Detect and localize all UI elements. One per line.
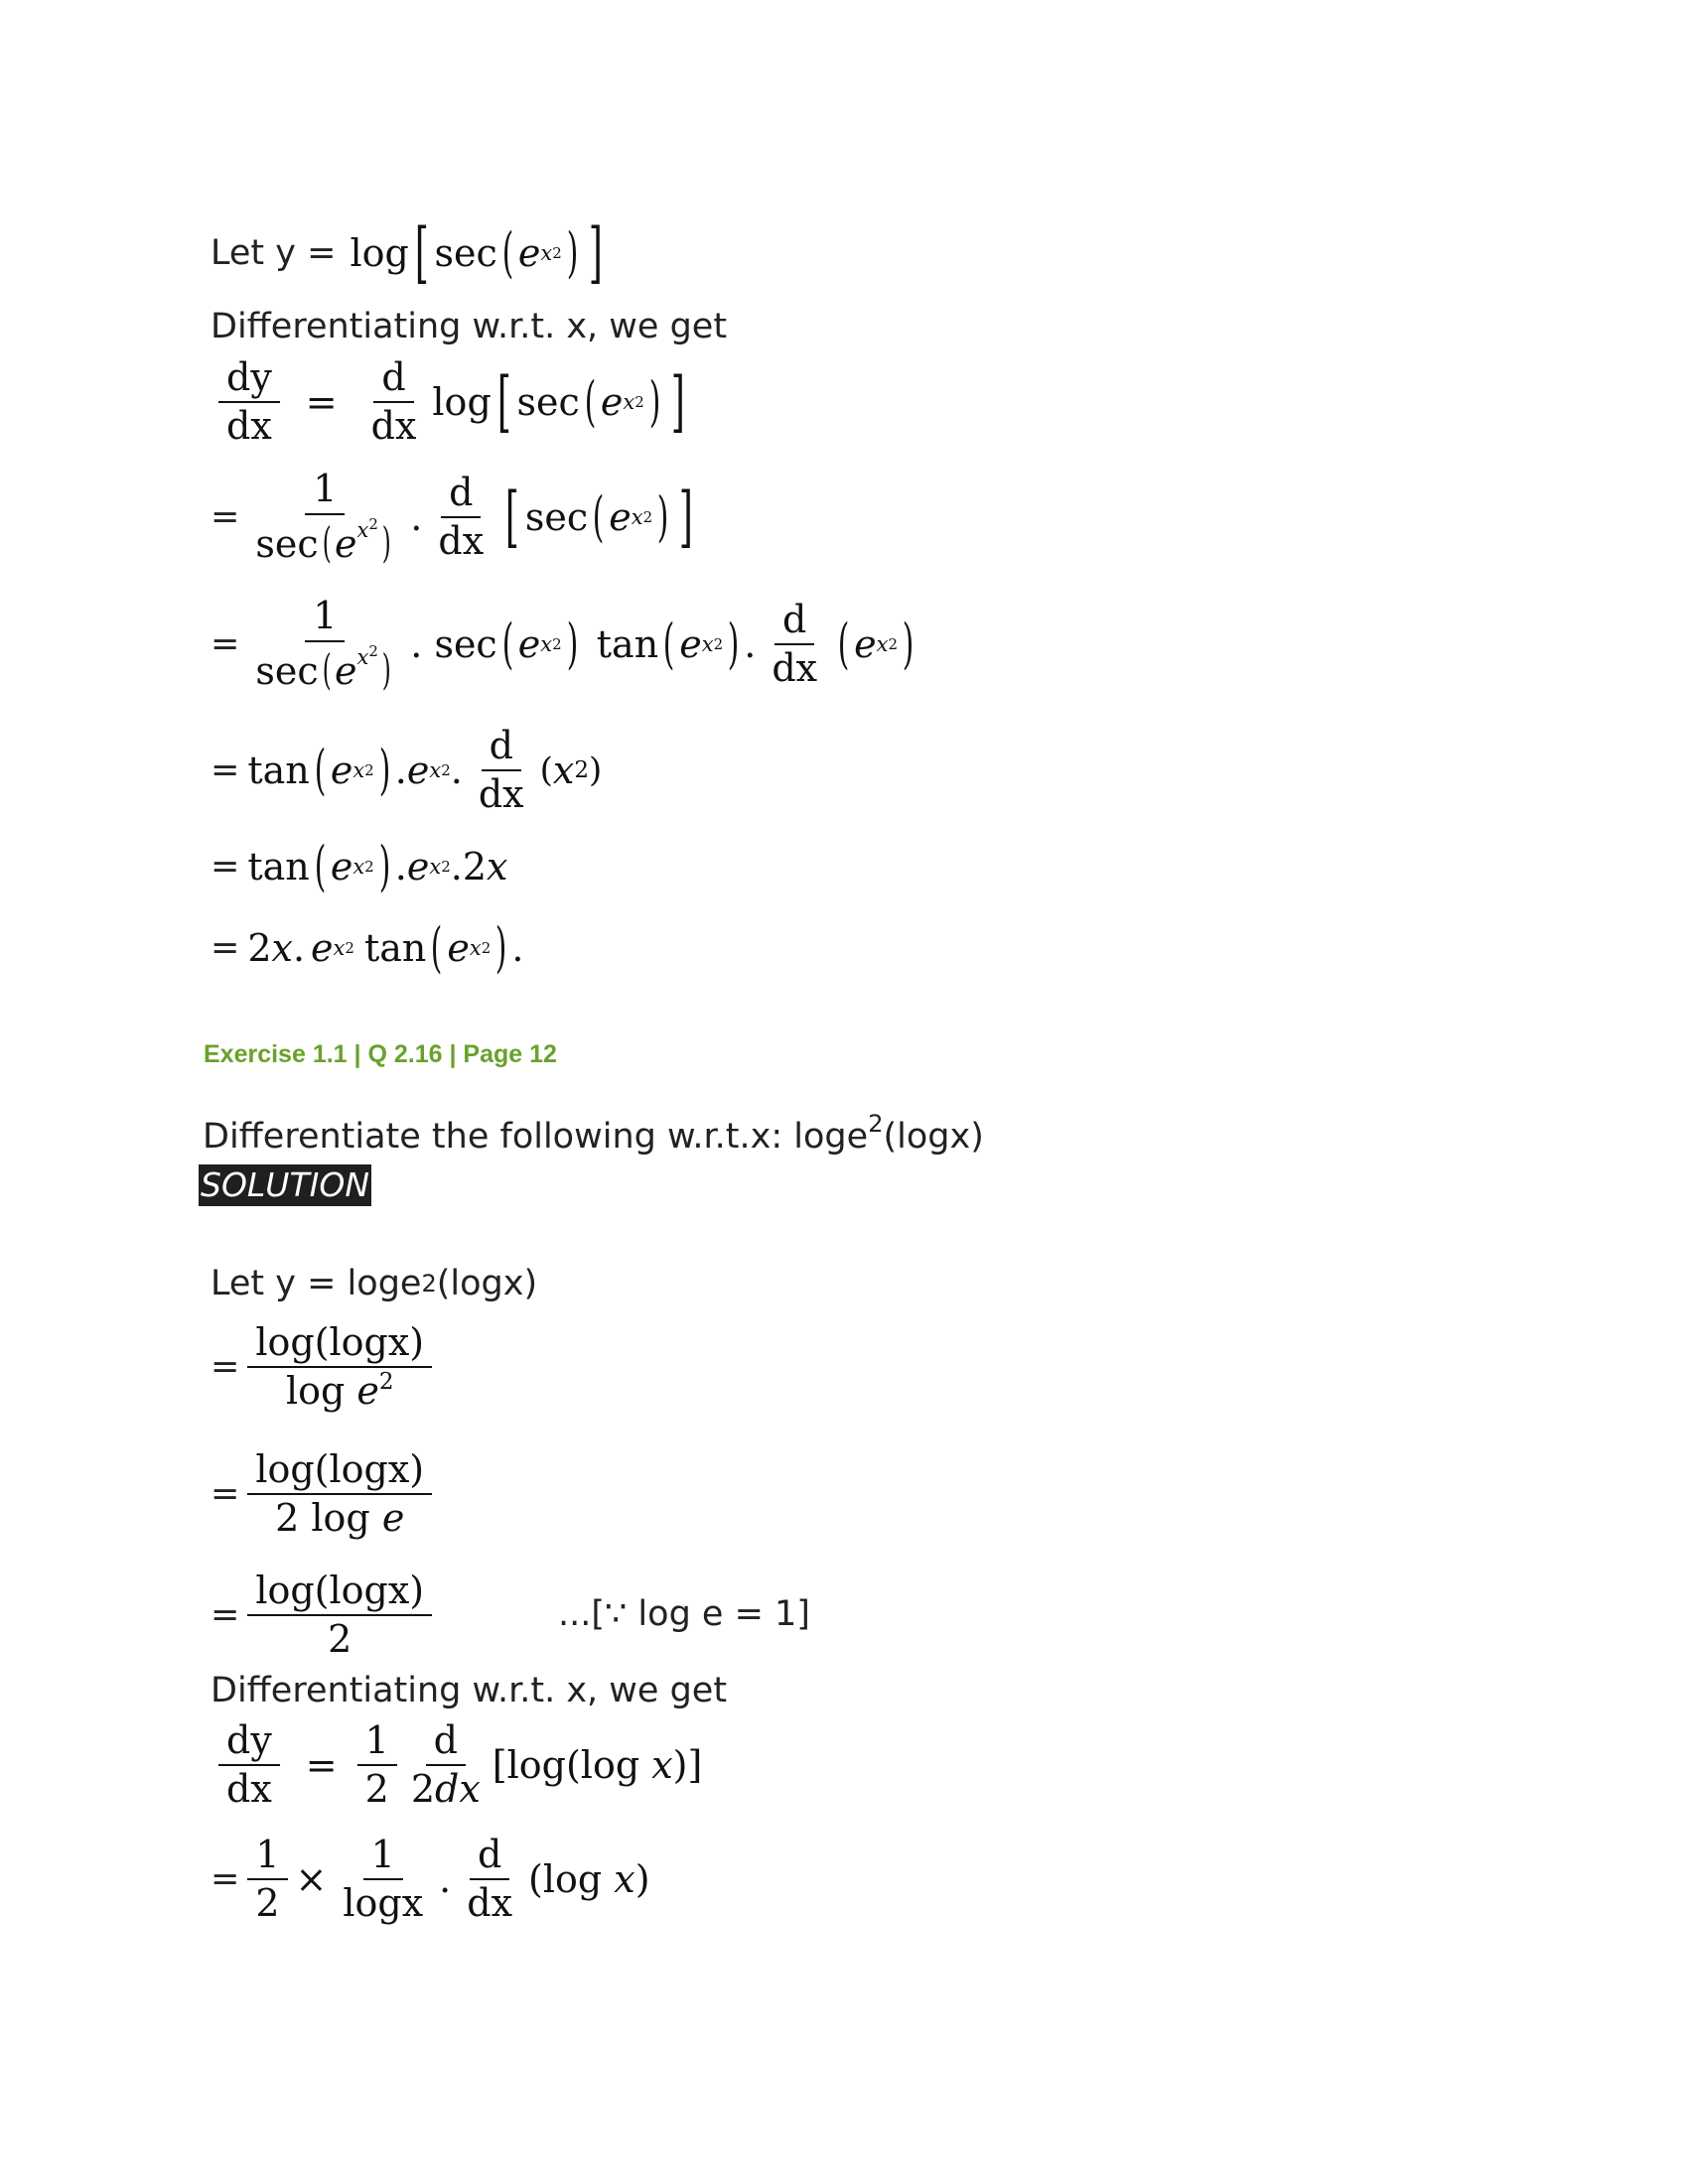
fraction-loglogx-over-log-e2: $\frac{\log(\log x)}{\log e^2}$ — [247, 1319, 432, 1416]
fraction-d-2dx: $\frac{d}{2dx}$ — [410, 1717, 481, 1811]
question-text: Differentiate the following w.r.t.x: loge$^2$(logx) — [203, 1110, 984, 1157]
step-3: = $\frac{1}{\sec(e^{x2})}$ . sec ( e x 2 ) tan ( e x 2 ) . $\frac{d}{dx}$ ( e x 2 ) — [211, 590, 918, 699]
fraction-one-over-sec: $\frac{1}{\sec(e^{x2})}$ — [255, 467, 391, 567]
step-4: = tan ( e x 2 ) . e x 2 . $\frac{d}{dx}$ ( x 2 ) — [211, 719, 602, 822]
fraction-d-dx: $\frac{d}{dx}$ — [370, 354, 417, 448]
step-dy-dx-1: $\frac{dy}{dx}$ = $\frac{d}{dx}$ log [ sec ( e x 2 ) ] — [211, 352, 691, 452]
fraction-d-dx: $\frac{d}{dx}$ — [438, 470, 485, 563]
step-b1: = $\frac{\log(\log x)}{\log e^2}$ — [211, 1312, 440, 1422]
step-b5: = $\frac{1}{2}$ × $\frac{1}{\log x}$ . $\frac{d}{dx}$ (log x) — [211, 1825, 650, 1934]
math-log: log — [350, 231, 409, 275]
fraction-one-over-logx: $\frac{1}{\log x}$ — [343, 1832, 424, 1925]
differentiating-text-2: Differentiating w.r.t. x, we get — [211, 1671, 728, 1710]
fraction-one-half: $\frac{1}{2}$ — [357, 1717, 397, 1814]
step-2: = $\frac{1}{\sec(e^{x2})}$ . $\frac{d}{dx}$ [ sec ( e x 2 ) ] — [211, 463, 699, 572]
step-6-result: = 2 x . e x 2 tan ( e x 2 ) . — [211, 916, 524, 979]
fraction-one-over-sec: $\frac{1}{\sec(e^{x2})}$ — [255, 594, 391, 694]
fraction-loglogx-over-2loge: $\frac{\log(\log x)}{\text{2 log e}}$ — [247, 1446, 432, 1543]
solution-label: SOLUTION — [201, 1165, 370, 1204]
fraction-loglogx-over-2: $\frac{\log(\log x)}{2}$ — [247, 1568, 432, 1664]
fraction-dy-dx: $\frac{dy}{dx}$ — [218, 1717, 280, 1814]
fraction-one-half: $\frac{1}{2}$ — [247, 1832, 287, 1928]
differentiating-text-1: Differentiating w.r.t. x, we get — [211, 307, 728, 346]
step-5: = tan ( e x 2 ) . e x 2 .2 x — [211, 835, 508, 897]
log-e-note: ...[∵ log e = 1] — [558, 1594, 810, 1634]
fraction-d-dx: $\frac{d}{dx}$ — [772, 597, 818, 690]
fraction-d-dx: $\frac{d}{dx}$ — [478, 723, 524, 816]
step-b3: = $\frac{\log(\log x)}{2}$ — [211, 1561, 440, 1670]
fraction-d-dx: $\frac{d}{dx}$ — [467, 1832, 513, 1925]
let-y-equation: Let y = log [ sec ( e x 2 ) ] — [211, 214, 603, 291]
step-b2: = $\frac{\log(\log x)}{\text{2 log e}}$ — [211, 1439, 440, 1549]
let-y-log-e2: Let y = loge 2 (logx) — [211, 1264, 538, 1303]
exercise-reference: Exercise 1.1 | Q 2.16 | Page 12 — [204, 1040, 557, 1068]
let-y-label: Let y = — [211, 233, 337, 273]
step-b4: $\frac{dy}{dx}$ = $\frac{1}{2}$ $\frac{d}{2dx}$ [log(log x)] — [211, 1715, 702, 1815]
fraction-dy-dx: $\frac{dy}{dx}$ — [218, 354, 280, 451]
